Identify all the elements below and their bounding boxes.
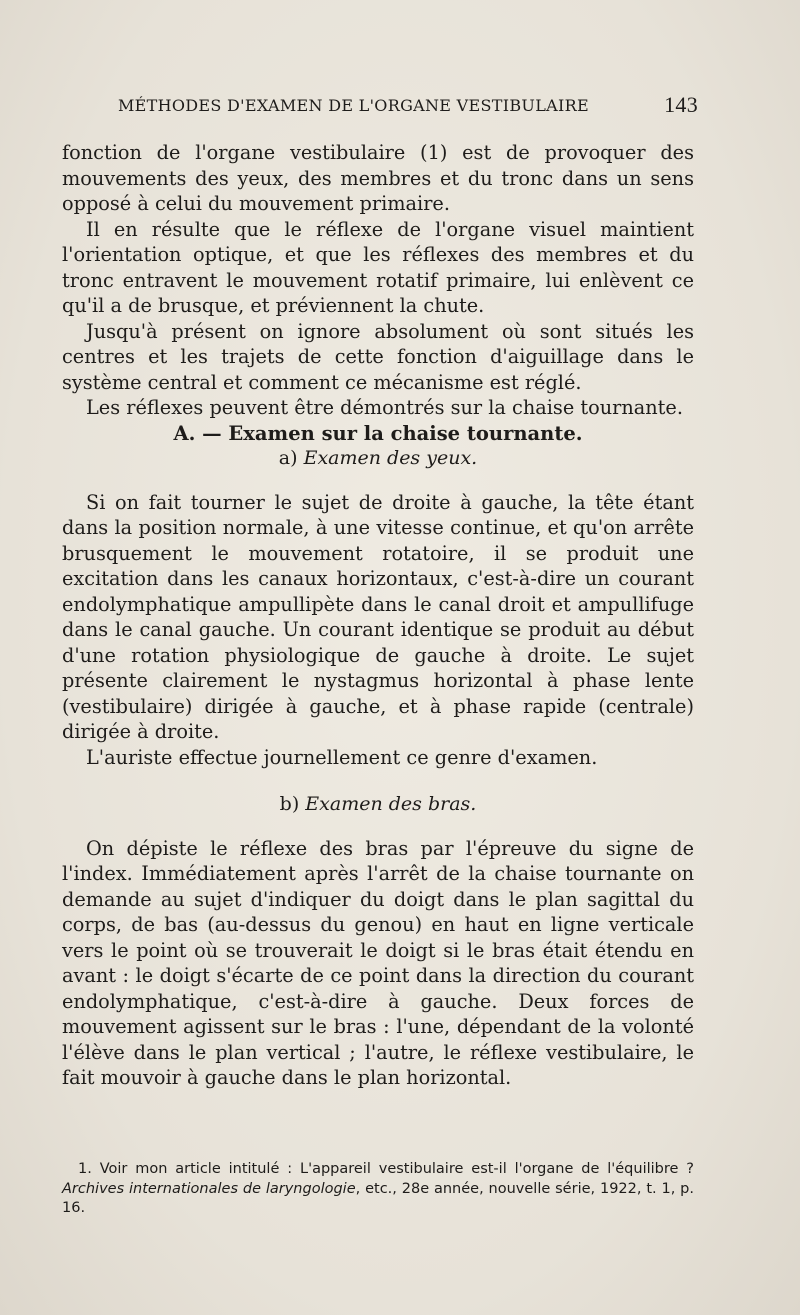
subsection-label: a) bbox=[278, 447, 298, 469]
footnote bbox=[62, 1160, 694, 1219]
paragraph: Les réflexes peuvent être démontrés sur la chaise tournante. bbox=[86, 396, 683, 419]
section-heading: A. — Examen sur la chaise tournante. bbox=[173, 421, 583, 445]
running-title: MÉTHODES D'EXAMEN DE L'ORGANE VESTIBULAIRE bbox=[118, 96, 589, 115]
paragraph: Il en résulte que le réflexe de l'organe visuel maintient l'orientation optique, et que les réflexes des membres et du tronc entravent le mouvement rotatif primaire, lui enlèvent ce qu'il a de brusque, et préviennent la chute. bbox=[62, 217, 694, 317]
paragraph: L'auriste effectue journellement ce genre d'examen. bbox=[86, 745, 598, 769]
subsection-heading-arms bbox=[62, 792, 694, 818]
paragraph: On dépiste le réflexe des bras par l'épreuve du signe de l'index. Immédiatement après l'arrêt de la chaise tournante on demande au sujet d'indiquer du doigt dans le plan sagittal du corps, de bas (au-dessus du genou) en haut en ligne verticale vers le point où se trouverait le doigt si le bras était étendu en avant : le doigt s'écarte de ce point dans la direction du courant endolymphatique, c'est-à-dire à gauche. Deux forces de mouvement agissent sur le bras : l'une, dépendant de la volonté l'élève dans le plan vertical ; l'autre, le réflexe vestibulaire, le fait mouvoir à gauche dans le plan horizontal. bbox=[62, 836, 694, 1089]
paragraph: Si on fait tourner le sujet de droite à gauche, la tête étant dans la position normale, à une vitesse continue, et qu'on arrête brusquement le mouvement rotatoire, il se produit une excitation dans les canaux horizontaux, c'est-à-dire un courant endolymphatique ampullipète dans le canal droit et ampullifuge dans le canal gauche. Un courant identique se produit au début d'une rotation physiologique de gauche à droite. Le sujet présente clairement le nystagmus horizontal à phase lente (vestibulaire) dirigée à gauche, et à phase rapide (centrale) dirigée à droite. bbox=[62, 490, 694, 743]
subsection-heading-eyes bbox=[62, 446, 694, 472]
paragraph: Jusqu'à présent on ignore absolument où sont situés les centres et les trajets de cette fonction d'aiguillage dans le système central et comment ce mécanisme est réglé. bbox=[62, 319, 694, 394]
main-text bbox=[62, 140, 694, 1091]
subsection-title: Examen des yeux. bbox=[303, 447, 478, 469]
footnote-text-before: 1. Voir mon article intitulé : L'appareil vestibulaire est-il l'organe de l'équilibre ? bbox=[78, 1161, 694, 1177]
page-number: 143 bbox=[664, 92, 698, 117]
footnote-text bbox=[62, 1160, 694, 1219]
subsection-label: b) bbox=[279, 793, 300, 815]
footnote-journal: Archives internationales de laryngologie bbox=[62, 1180, 356, 1197]
running-header bbox=[118, 92, 698, 117]
paragraph-continuation: fonction de l'organe vestibulaire (1) est de provoquer des mouvements des yeux, des membres et du tronc dans un sens opposé à celui du mouvement primaire. bbox=[62, 141, 694, 215]
subsection-title: Examen des bras. bbox=[305, 793, 477, 815]
footnote-text-after: , etc., 28e année, nouvelle série, 1922, t. 1, p. 16. bbox=[62, 1180, 694, 1216]
